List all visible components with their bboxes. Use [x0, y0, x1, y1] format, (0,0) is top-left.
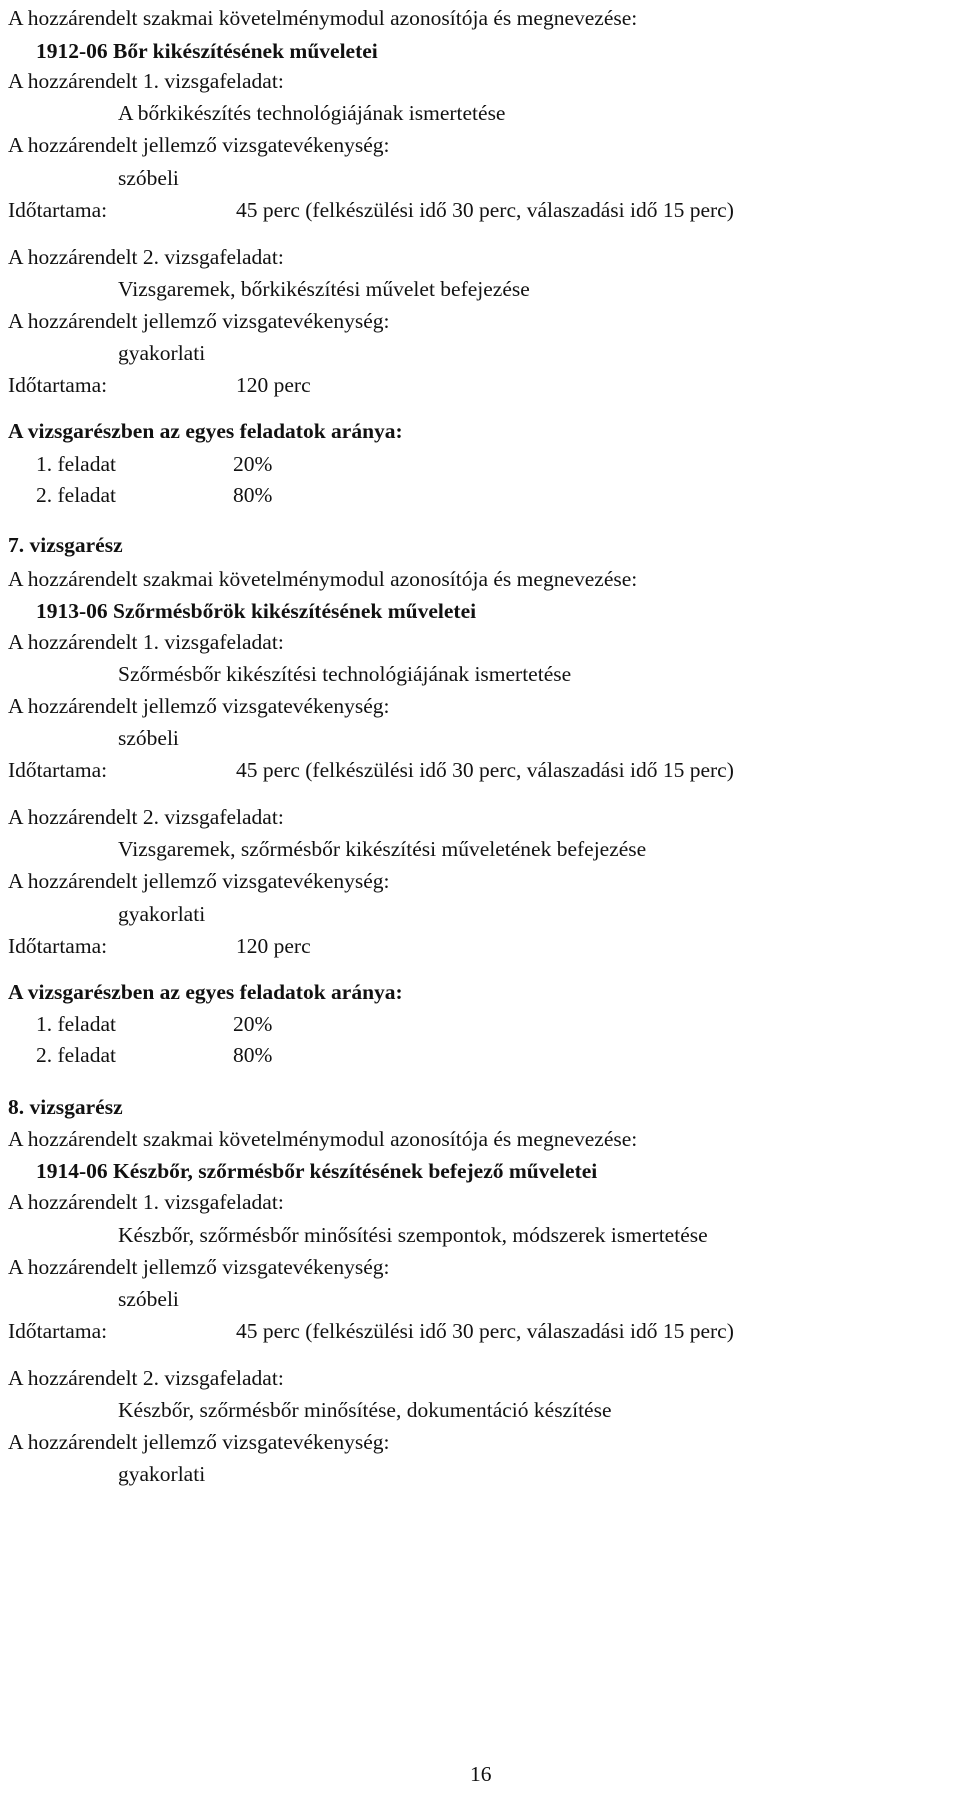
activity2-value: gyakorlati — [118, 1462, 206, 1486]
task2-title: Készbőr, szőrmésbőr minősítése, dokumentáció készítése — [118, 1398, 612, 1422]
ratio-heading: A vizsgarészben az egyes feladatok aránya: — [8, 419, 403, 443]
task2-title: Vizsgaremek, bőrkikészítési művelet befejezése — [118, 277, 530, 301]
ratio-task: 1. feladat — [36, 452, 116, 476]
module-label: A hozzárendelt szakmai követelménymodul azonosítója és megnevezése: — [8, 6, 638, 30]
page-number: 16 — [470, 1762, 492, 1786]
duration2-label: Időtartama: — [8, 373, 108, 397]
ratio-percent: 80% — [233, 1043, 273, 1067]
task1-title: A bőrkikészítés technológiájának ismertetése — [118, 101, 506, 125]
module-title: 1914-06 Készbőr, szőrmésbőr készítésének befejező műveletei — [36, 1159, 598, 1183]
ratio-percent: 20% — [233, 1012, 273, 1036]
module-label: A hozzárendelt szakmai követelménymodul azonosítója és megnevezése: — [8, 1127, 638, 1151]
module-title: 1913-06 Szőrmésbőrök kikészítésének műveletei — [36, 599, 477, 623]
activity1-value: szóbeli — [118, 166, 179, 190]
section-heading: 7. vizsgarész — [8, 533, 123, 557]
duration2-value: 120 perc — [236, 934, 311, 958]
task1-label: A hozzárendelt 1. vizsgafeladat: — [8, 630, 284, 654]
duration1-value: 45 perc (felkészülési idő 30 perc, válaszadási idő 15 perc) — [236, 198, 734, 222]
duration1-value: 45 perc (felkészülési idő 30 perc, válaszadási idő 15 perc) — [236, 1319, 734, 1343]
task2-label: A hozzárendelt 2. vizsgafeladat: — [8, 245, 284, 269]
task1-label: A hozzárendelt 1. vizsgafeladat: — [8, 1190, 284, 1214]
ratio-task: 1. feladat — [36, 1012, 116, 1036]
ratio-task: 2. feladat — [36, 483, 116, 507]
activity2-value: gyakorlati — [118, 902, 206, 926]
duration1-value: 45 perc (felkészülési idő 30 perc, válaszadási idő 15 perc) — [236, 758, 734, 782]
ratio-task: 2. feladat — [36, 1043, 116, 1067]
task2-label: A hozzárendelt 2. vizsgafeladat: — [8, 1366, 284, 1390]
activity1-value: szóbeli — [118, 1287, 179, 1311]
activity1-label: A hozzárendelt jellemző vizsgatevékenység: — [8, 133, 390, 157]
duration1-label: Időtartama: — [8, 1319, 108, 1343]
duration2-value: 120 perc — [236, 373, 311, 397]
duration1-label: Időtartama: — [8, 198, 108, 222]
activity2-label: A hozzárendelt jellemző vizsgatevékenység: — [8, 1430, 390, 1454]
activity1-value: szóbeli — [118, 726, 179, 750]
task2-label: A hozzárendelt 2. vizsgafeladat: — [8, 805, 284, 829]
task1-title: Készbőr, szőrmésbőr minősítési szempontok, módszerek ismertetése — [118, 1223, 708, 1247]
duration2-label: Időtartama: — [8, 934, 108, 958]
task1-label: A hozzárendelt 1. vizsgafeladat: — [8, 69, 284, 93]
ratio-percent: 20% — [233, 452, 273, 476]
task2-title: Vizsgaremek, szőrmésbőr kikészítési műveletének befejezése — [118, 837, 647, 861]
module-title: 1912-06 Bőr kikészítésének műveletei — [36, 39, 378, 63]
activity2-label: A hozzárendelt jellemző vizsgatevékenység: — [8, 309, 390, 333]
activity2-label: A hozzárendelt jellemző vizsgatevékenység: — [8, 869, 390, 893]
ratio-heading: A vizsgarészben az egyes feladatok aránya: — [8, 980, 403, 1004]
activity2-value: gyakorlati — [118, 341, 206, 365]
activity1-label: A hozzárendelt jellemző vizsgatevékenység: — [8, 694, 390, 718]
ratio-percent: 80% — [233, 483, 273, 507]
duration1-label: Időtartama: — [8, 758, 108, 782]
section-heading: 8. vizsgarész — [8, 1095, 123, 1119]
activity1-label: A hozzárendelt jellemző vizsgatevékenység: — [8, 1255, 390, 1279]
module-label: A hozzárendelt szakmai követelménymodul azonosítója és megnevezése: — [8, 567, 638, 591]
task1-title: Szőrmésbőr kikészítési technológiájának ismertetése — [118, 662, 572, 686]
